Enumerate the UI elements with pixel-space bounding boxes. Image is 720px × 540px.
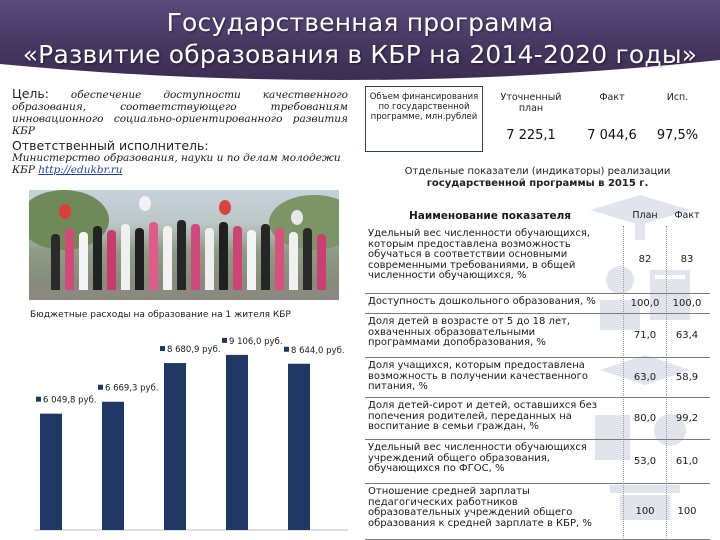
- graduates-photo: [29, 190, 339, 300]
- chart-data-label: 8 644,0 руб.: [291, 345, 345, 356]
- executor-link[interactable]: http://edukbr.ru: [38, 164, 123, 176]
- title-line-2: «Развитие образования в КБР на 2014-2020 годы»: [22, 40, 698, 69]
- indicator-name-header: Наименование показателя: [409, 210, 572, 222]
- photo-person: [317, 234, 326, 290]
- photo-person: [163, 226, 172, 290]
- chart-data-label: 9 106,0 руб.: [229, 336, 283, 347]
- photo-person: [135, 228, 144, 290]
- chart-legend-marker: [222, 338, 227, 343]
- indicator-name: Отношение средней зарплаты педагогических работников образовательных учреждений общего образования к средней зарплате в КБР, %: [368, 486, 592, 529]
- photo-person: [191, 224, 200, 290]
- goal-block: [12, 88, 348, 137]
- photo-person: [121, 224, 130, 290]
- indicator-plan: 100: [635, 506, 655, 517]
- chart-bar: [40, 414, 62, 530]
- indicator-plan: 63,0: [633, 372, 657, 383]
- indicator-fact: 100,0: [672, 298, 702, 309]
- funding-label-box: Объем финансирования по государственной программе, млн.рублей: [365, 86, 483, 152]
- indicator-fact: 100: [677, 506, 697, 517]
- indicator-fact: 61,0: [675, 456, 699, 467]
- photo-person: [149, 222, 158, 290]
- chart-data-label: 6 049,8 руб.: [43, 395, 97, 406]
- indicator-fact: 63,4: [675, 330, 699, 341]
- indicator-row: [365, 398, 710, 440]
- chart-data-label: 8 680,9 руб.: [167, 345, 221, 356]
- photo-person: [177, 220, 186, 290]
- indicator-name: Удельный вес численности обучающихся, которым предоставлена возможность обучаться в соответствии основными современными требованиями, в общей численности обучающихся, %: [368, 228, 591, 281]
- chart-legend-marker: [160, 346, 165, 351]
- indicator-name: Доля детей-сирот и детей, оставшихся без попечения родителей, переданных на воспитание в семьи граждан, %: [368, 400, 598, 432]
- program-info: [12, 88, 348, 176]
- executor-block: [12, 152, 348, 176]
- chart-legend-marker: [98, 385, 103, 390]
- indicator-plan: 82: [638, 254, 652, 265]
- slide-header: [0, 0, 720, 82]
- photo-person: [79, 232, 88, 290]
- goal-label: Цель:: [12, 86, 49, 101]
- photo-person: [289, 232, 298, 290]
- indicator-plan: 53,0: [633, 456, 657, 467]
- indicator-plan: 100,0: [630, 298, 660, 309]
- indicators-header: [365, 202, 710, 226]
- indicators-subtitle-line1: Отдельные показатели (индикаторы) реализации: [404, 166, 671, 177]
- photo-person: [205, 228, 214, 290]
- photo-person: [303, 228, 312, 290]
- photo-person: [219, 222, 228, 290]
- indicator-fact: 83: [680, 254, 694, 265]
- photo-person: [261, 224, 270, 290]
- chart-legend-marker: [284, 347, 289, 352]
- photo-person: [233, 226, 242, 290]
- executor-text: Министерство образования, науки и по делам молодежи КБР: [12, 152, 341, 176]
- indicator-name: Доля детей в возрасте от 5 до 18 лет, охваченных образовательными программами допобразования, %: [368, 316, 571, 348]
- chart-bar: [226, 355, 248, 530]
- chart-bar: [288, 364, 310, 530]
- photo-balloon: [139, 196, 151, 211]
- indicator-row: [365, 294, 710, 314]
- indicator-fact: 58,9: [675, 372, 699, 383]
- indicator-row: [365, 226, 710, 294]
- chart-title: Бюджетные расходы на образование на 1 жителя КБР: [30, 310, 291, 320]
- chart-legend-marker: [36, 397, 41, 402]
- photo-person: [247, 230, 256, 290]
- photo-person: [275, 228, 284, 290]
- indicator-fact: 99,2: [675, 413, 699, 424]
- spending-bar-chart: [30, 330, 352, 536]
- funding-exec-value: 97,5%: [656, 128, 699, 143]
- funding-plan-value: 7 225,1: [506, 128, 556, 143]
- funding-fact-value: 7 044,6: [587, 128, 637, 143]
- goal-text: обеспечение доступности качественного образования, соответствующего требованиям инновационного социально-ориентированного развития КБР: [12, 89, 348, 137]
- fact-header: Факт: [674, 210, 700, 221]
- title-line-1: Государственная программа: [166, 8, 554, 37]
- photo-person: [93, 226, 102, 290]
- funding-exec-header: Исп.: [666, 92, 689, 103]
- indicators-subtitle: [365, 166, 710, 190]
- indicator-row: [365, 358, 710, 398]
- funding-fact-header: Факт: [599, 92, 625, 103]
- photo-person: [65, 228, 74, 290]
- indicator-row: [365, 314, 710, 358]
- executor-label: Ответственный исполнитель:: [12, 138, 209, 153]
- indicator-plan: 80,0: [633, 413, 657, 424]
- plan-header: План: [632, 210, 658, 221]
- photo-balloon: [59, 204, 71, 219]
- photo-person: [107, 230, 116, 290]
- funding-plan-header: Уточненный план: [500, 92, 562, 114]
- photo-balloon: [291, 210, 303, 225]
- photo-balloon: [219, 200, 231, 215]
- indicator-name: Доступность дошкольного образования, %: [368, 296, 596, 307]
- indicators-subtitle-line2: государственной программы в 2015 г.: [426, 178, 649, 189]
- chart-bar: [164, 363, 186, 530]
- chart-data-label: 6 669,3 руб.: [105, 383, 159, 394]
- indicator-row: [365, 484, 710, 540]
- indicator-name: Удельный вес численности обучающихся учреждений общего образования, обучающихся по ФГОС, %: [368, 442, 587, 474]
- chart-bar: [102, 402, 124, 530]
- indicator-name: Доля учащихся, которым предоставлена возможность в получении качественного питания, %: [368, 360, 589, 392]
- indicator-row: [365, 440, 710, 484]
- indicator-plan: 71,0: [633, 330, 657, 341]
- photo-person: [51, 234, 60, 290]
